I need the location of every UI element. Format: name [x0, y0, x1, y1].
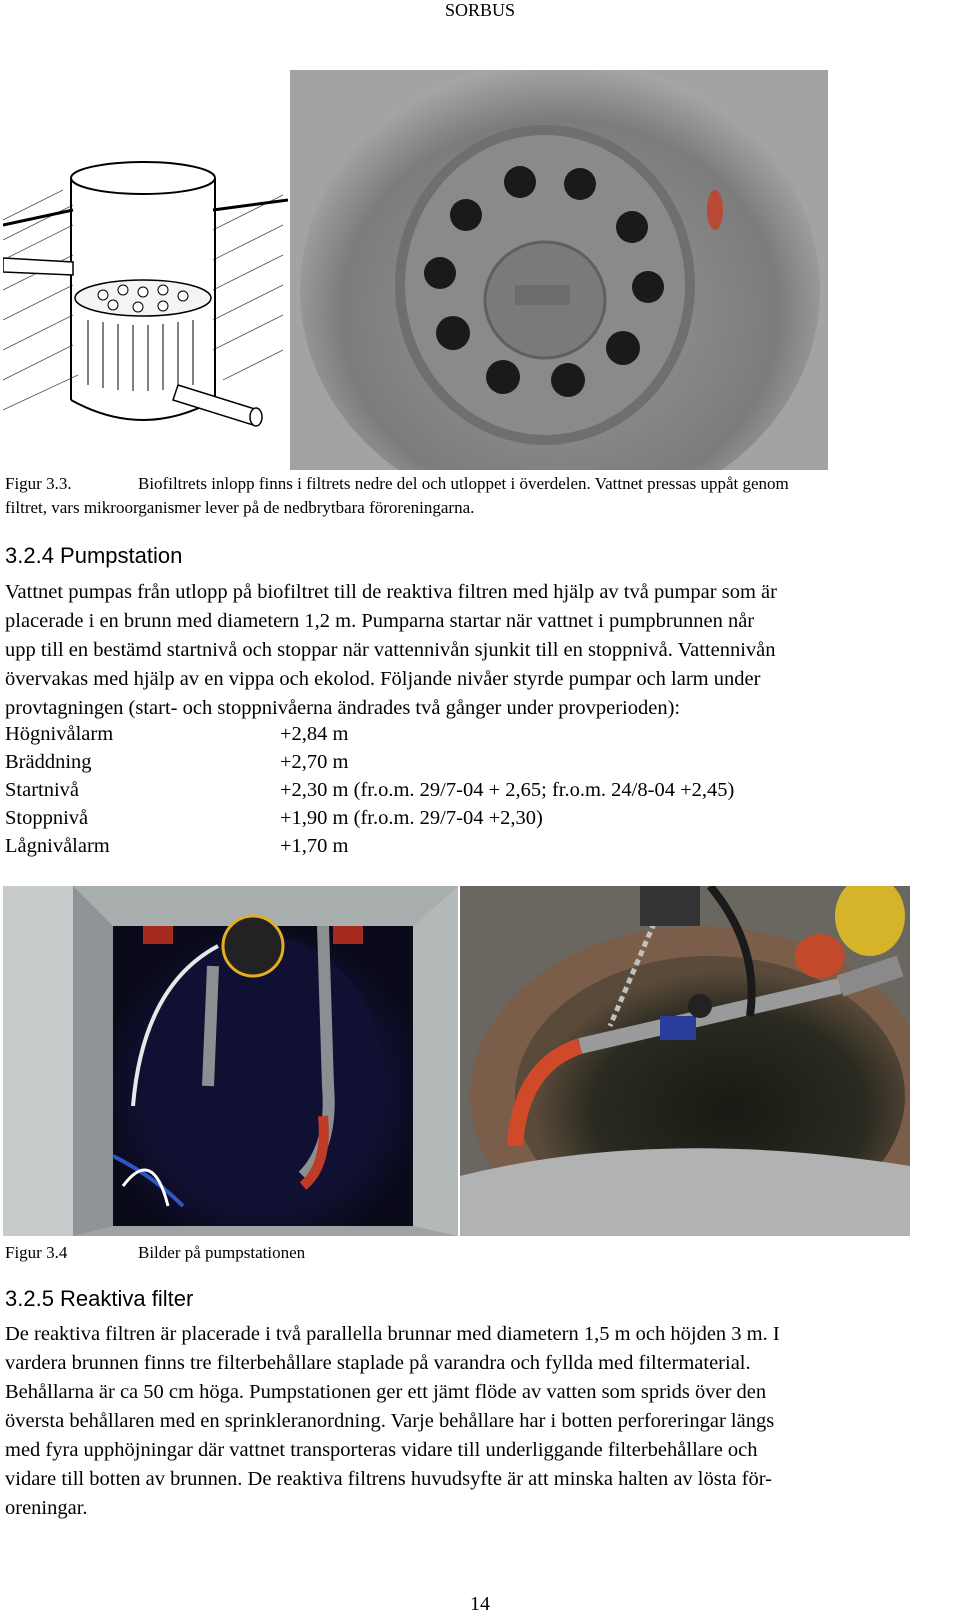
level-value: +1,90 m (fr.o.m. 29/7-04 +2,30): [280, 807, 543, 829]
pump-pipes-photo: [460, 886, 910, 1236]
paragraph-line: övervakas med hjälp av en vippa och ekolod. Följande nivåer styrde pumpar och larm under: [5, 668, 761, 690]
pump-well-photo: [3, 886, 458, 1236]
figure-number: Figur 3.3.: [5, 474, 72, 493]
level-value: +2,84 m: [280, 723, 349, 745]
level-label: Bräddning: [5, 751, 92, 773]
biofilter-drawing: [3, 150, 288, 450]
biofilter-photo: [290, 70, 828, 470]
paragraph-line: med fyra upphöjningar där vattnet transporteras vidare till underliggande filterbehållare och: [5, 1439, 758, 1461]
level-label: Lågnivålarm: [5, 835, 110, 857]
paragraph-line: Vattnet pumpas från utlopp på biofiltret till de reaktiva filtren med hjälp av två pumpar som är: [5, 581, 777, 603]
caption-text: filtret, vars mikroorganismer lever på de nedbrytbara föroreningarna.: [5, 498, 475, 517]
figure-number: Figur 3.4: [5, 1243, 68, 1262]
paragraph-line: upp till en bestämd startnivå och stoppar när vattennivån sjunkit till en stoppnivå. Vattennivån: [5, 639, 776, 661]
paragraph-line: översta behållaren med en sprinkleranordning. Varje behållare har i botten perforeringar längs: [5, 1410, 775, 1432]
section-heading: 3.2.5 Reaktiva filter: [5, 1286, 194, 1311]
level-value: +1,70 m: [280, 835, 349, 857]
section-paragraph: [5, 578, 955, 723]
level-label: Startnivå: [5, 779, 80, 801]
paragraph-line: vidare till botten av brunnen. De reaktiva filtrens huvudsyfte är att minska halten av lösta för-: [5, 1468, 772, 1490]
level-row: [5, 720, 349, 749]
page-header: SORBUS: [444, 0, 516, 20]
section-heading: 3.2.4 Pumpstation: [5, 543, 183, 568]
level-value: +2,30 m (fr.o.m. 29/7-04 + 2,65; fr.o.m. 24/8-04 +2,45): [280, 779, 735, 801]
paragraph-line: oreningar.: [5, 1497, 88, 1519]
level-label: Stoppnivå: [5, 807, 89, 829]
page-number: 14: [470, 1593, 490, 1615]
figure-3-3-caption: [5, 472, 955, 520]
paragraph-line: provtagningen (start- och stoppnivåerna ändrades två gånger under provperioden):: [5, 697, 681, 719]
paragraph-line: vardera brunnen finns tre filterbehållare staplade på varandra och fyllda med filtermaterial.: [5, 1352, 751, 1374]
section-paragraph: [5, 1320, 960, 1523]
paragraph-line: placerade i en brunn med diametern 1,2 m. Pumparna startar när vattnet i pumpbrunnen når: [5, 610, 755, 632]
level-row: [5, 832, 349, 861]
level-row: [5, 748, 349, 777]
paragraph-line: De reaktiva filtren är placerade i två parallella brunnar med diametern 1,5 m och höjden 3 m. I: [5, 1323, 780, 1345]
caption-text: Bilder på pumpstationen: [138, 1243, 306, 1262]
level-row: [5, 776, 734, 805]
level-label: Högnivålarm: [5, 723, 114, 745]
paragraph-line: Behållarna är ca 50 cm höga. Pumpstationen ger ett jämt flöde av vatten som sprids över den: [5, 1381, 767, 1403]
level-row: [5, 804, 543, 833]
caption-text: Biofiltrets inlopp finns i filtrets nedre del och utloppet i överdelen. Vattnet pressas uppåt genom: [138, 474, 789, 493]
level-value: +2,70 m: [280, 751, 349, 773]
figure-3-4-caption: [5, 1241, 955, 1265]
